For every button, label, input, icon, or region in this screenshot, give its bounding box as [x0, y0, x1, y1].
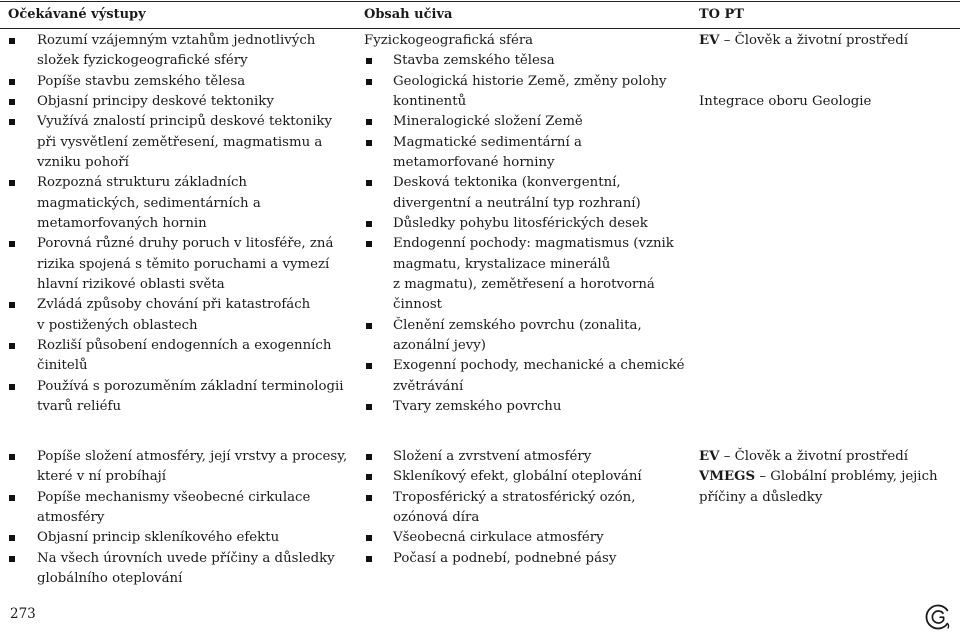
- square-bullet-icon: [9, 38, 15, 44]
- outcomes-column: [0, 447, 362, 589]
- square-bullet-icon: [366, 454, 372, 460]
- square-bullet-icon: [366, 474, 372, 480]
- theme-code: EV: [699, 449, 720, 464]
- outcome-line: Používá s porozuměním základní terminologii: [37, 378, 344, 394]
- square-bullet-icon: [9, 384, 15, 390]
- outcome-item: [0, 234, 362, 295]
- outcome-line: složek fyzickogeografické sféry: [37, 53, 248, 69]
- square-bullet-icon: [9, 556, 15, 562]
- outcome-line: v postižených oblastech: [37, 317, 198, 333]
- outcome-line: které v ní probíhají: [37, 469, 167, 485]
- outcome-item: [0, 528, 362, 548]
- theme-item: [697, 31, 960, 51]
- content-line: Složení a zvrstvení atmosféry: [393, 449, 592, 464]
- outcome-line: Popíše stavbu zemského tělesa: [37, 73, 246, 89]
- content-line: ozónová díra: [393, 509, 480, 525]
- outcome-line: atmosféry: [37, 509, 105, 525]
- content-line: Mineralogické složení Země: [393, 114, 583, 130]
- square-bullet-icon: [366, 180, 372, 186]
- publisher-logo-icon: [925, 603, 951, 631]
- content-item: [362, 447, 697, 467]
- content-item: [362, 214, 697, 234]
- content-item: [362, 133, 697, 174]
- square-bullet-icon: [366, 495, 372, 501]
- themes-column: [697, 447, 960, 508]
- outcome-item: [0, 488, 362, 529]
- outcome-item: [0, 72, 362, 92]
- outcome-line: Rozumí vzájemným vztahům jednotlivých: [37, 33, 316, 48]
- table-row: [0, 31, 960, 419]
- square-bullet-icon: [366, 241, 372, 247]
- content-item: [362, 488, 697, 529]
- theme-code: EV: [699, 33, 720, 48]
- square-bullet-icon: [366, 363, 372, 369]
- theme-item: [697, 92, 960, 112]
- content-item: [362, 173, 697, 214]
- square-bullet-icon: [9, 79, 15, 85]
- content-item: [362, 528, 697, 548]
- outcomes-column: [0, 31, 362, 417]
- square-bullet-icon: [366, 535, 372, 541]
- square-bullet-icon: [366, 140, 372, 146]
- content-item: [362, 467, 697, 487]
- content-column: [362, 31, 697, 417]
- outcome-line: vzniku pohoří: [37, 154, 129, 170]
- outcome-line: Objasní principy deskové tektoniky: [37, 93, 274, 109]
- table-header: [0, 1, 960, 29]
- outcome-item: [0, 447, 362, 488]
- square-bullet-icon: [366, 58, 372, 64]
- content-item: [362, 234, 697, 315]
- header-content: Obsah učiva: [364, 7, 453, 22]
- square-bullet-icon: [366, 221, 372, 227]
- outcome-line: tvarů reliéfu: [37, 398, 122, 414]
- square-bullet-icon: [9, 302, 15, 308]
- theme-line: Integrace oboru Geologie: [699, 93, 872, 109]
- theme-line: příčiny a důsledky: [699, 489, 823, 505]
- outcome-line: Využívá znalostí principů deskové tektoniky: [37, 114, 333, 130]
- outcome-item: [0, 92, 362, 112]
- square-bullet-icon: [9, 180, 15, 186]
- outcome-line: magmatických, sedimentárních a: [37, 195, 261, 211]
- square-bullet-icon: [9, 535, 15, 541]
- content-line: Endogenní pochody: magmatismus (vznik: [393, 236, 674, 252]
- outcome-item: [0, 336, 362, 377]
- outcome-line: při vysvětlení zemětřesení, magmatismu a: [37, 134, 323, 150]
- theme-text: – Člověk a životní prostředí: [723, 449, 909, 464]
- outcome-line: Objasní princip skleníkového efektu: [37, 530, 280, 546]
- outcome-line: Zvládá způsoby chování při katastrofách: [37, 297, 311, 313]
- content-line: divergentní a neutrální typ rozhraní): [393, 195, 641, 211]
- outcome-line: činitelů: [37, 358, 88, 374]
- theme-code: VMEGS: [699, 469, 756, 485]
- square-bullet-icon: [366, 556, 372, 562]
- square-bullet-icon: [9, 241, 15, 247]
- content-line: Troposférický a stratosférický ozón,: [393, 489, 636, 505]
- square-bullet-icon: [366, 323, 372, 329]
- theme-text: – Člověk a životní prostředí: [723, 33, 909, 48]
- content-line: z magmatu), zemětřesení a horotvorná: [393, 276, 655, 292]
- outcome-item: [0, 112, 362, 173]
- content-line: azonální jevy): [393, 337, 486, 353]
- header-outcomes: Očekávané výstupy: [8, 7, 146, 22]
- content-line: Geologická historie Země, změny polohy: [393, 73, 667, 89]
- content-line: Exogenní pochody, mechanické a chemické: [393, 358, 685, 374]
- content-line: Tvary zemského povrchu: [393, 398, 562, 414]
- theme-text: – Globální problémy, jejich: [759, 469, 938, 485]
- outcome-item: [0, 549, 362, 590]
- header-themes: TO PT: [699, 7, 744, 22]
- content-item: [362, 397, 697, 417]
- outcome-item: [0, 31, 362, 72]
- content-line: kontinentů: [393, 93, 467, 109]
- outcome-line: Na všech úrovních uvede příčiny a důsledky: [37, 550, 335, 566]
- outcome-line: globálního oteplování: [37, 570, 183, 586]
- outcome-line: metamorfovaných hornin: [37, 215, 207, 231]
- outcome-line: rizika spojená s těmito poruchami a vymezí: [37, 256, 330, 272]
- outcome-line: Rozpozná strukturu základních: [37, 175, 247, 191]
- content-line: Počasí a podnebí, podnebné pásy: [393, 550, 617, 566]
- square-bullet-icon: [9, 495, 15, 501]
- content-line: Důsledky pohybu litosférických desek: [393, 215, 648, 231]
- content-item: [362, 112, 697, 132]
- content-item: [362, 316, 697, 357]
- theme-line: [699, 447, 960, 467]
- page-number: 273: [10, 606, 36, 622]
- content-line: Stavba zemského tělesa: [393, 53, 555, 69]
- content-line: činnost: [393, 297, 442, 313]
- outcome-line: Popíše mechanismy všeobecné cirkulace: [37, 489, 311, 505]
- square-bullet-icon: [9, 119, 15, 125]
- outcome-line: Rozliší působení endogenních a exogenních: [37, 337, 332, 353]
- theme-item: [697, 467, 960, 508]
- outcome-line: Porovná různé druhy poruch v litosféře, zná: [37, 236, 334, 252]
- square-bullet-icon: [9, 99, 15, 105]
- theme-item: [697, 447, 960, 467]
- outcome-item: [0, 377, 362, 418]
- content-column: [362, 447, 697, 569]
- square-bullet-icon: [366, 79, 372, 85]
- theme-line: [699, 467, 960, 487]
- themes-column: [697, 31, 960, 112]
- content-line: metamorfované horniny: [393, 154, 555, 170]
- content-item: [362, 51, 697, 71]
- outcome-item: [0, 295, 362, 336]
- content-line: Skleníkový efekt, globální oteplování: [393, 469, 642, 485]
- square-bullet-icon: [9, 454, 15, 460]
- content-line: Desková tektonika (konvergentní,: [393, 175, 621, 191]
- content-item: [362, 356, 697, 397]
- square-bullet-icon: [9, 343, 15, 349]
- outcome-line: hlavní rizikové oblasti světa: [37, 276, 225, 292]
- content-line: Magmatické sedimentární a: [393, 134, 582, 150]
- content-item: [362, 72, 697, 113]
- square-bullet-icon: [366, 404, 372, 410]
- table-row: [0, 447, 960, 590]
- content-line: zvětrávání: [393, 378, 464, 394]
- outcome-item: [0, 173, 362, 234]
- content-line: magmatu, krystalizace minerálů: [393, 256, 611, 272]
- content-item: [362, 549, 697, 569]
- theme-line: [699, 31, 960, 51]
- content-heading: Fyzickogeografická sféra: [364, 33, 534, 48]
- outcome-line: Popíše složení atmosféry, její vrstvy a procesy,: [37, 449, 348, 464]
- square-bullet-icon: [366, 119, 372, 125]
- content-line: Všeobecná cirkulace atmosféry: [393, 530, 604, 546]
- content-line: Členění zemského povrchu (zonalita,: [393, 317, 642, 333]
